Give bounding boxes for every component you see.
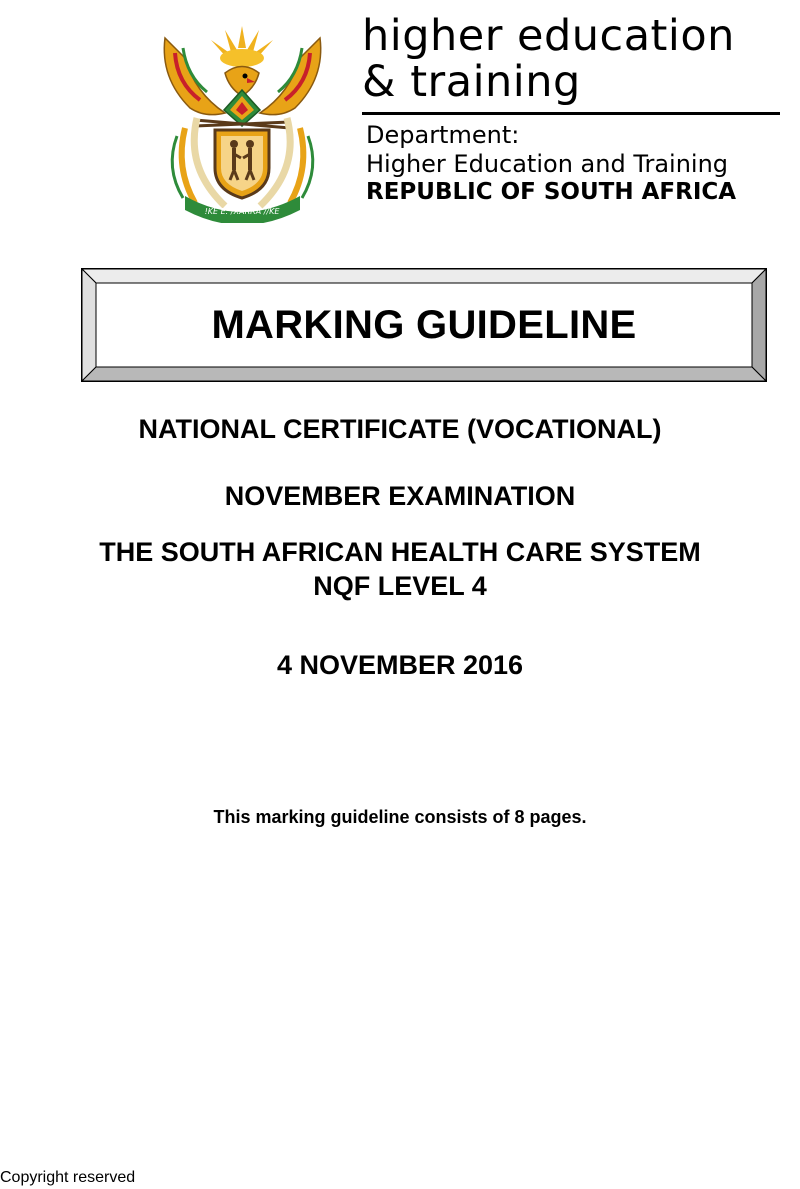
coat-of-arms-icon [155, 18, 330, 223]
motto-text: !KE E: /XARRA //KE [204, 207, 280, 216]
examination-heading: NOVEMBER EXAMINATION [224, 481, 576, 511]
brand-divider [362, 112, 780, 115]
pages-note: This marking guideline consists of 8 pages. [213, 807, 587, 827]
brand-line-1: higher education [362, 11, 735, 61]
department-label: Department: [366, 121, 520, 149]
certificate-heading: NATIONAL CERTIFICATE (VOCATIONAL) [138, 414, 662, 444]
copyright-footer: Copyright reserved [0, 1169, 136, 1186]
level-heading: NQF LEVEL 4 [313, 571, 487, 601]
subject-heading: THE SOUTH AFRICAN HEALTH CARE SYSTEM [99, 537, 701, 567]
document-title: MARKING GUIDELINE [211, 302, 637, 347]
brand-line-2: & training [362, 57, 581, 107]
title-box [81, 268, 767, 382]
department-branding [362, 12, 787, 212]
department-name: Higher Education and Training [366, 150, 729, 178]
country-name: REPUBLIC OF SOUTH AFRICA [366, 179, 737, 205]
coat-of-arms-logo [155, 18, 330, 223]
exam-date: 4 NOVEMBER 2016 [276, 650, 524, 680]
